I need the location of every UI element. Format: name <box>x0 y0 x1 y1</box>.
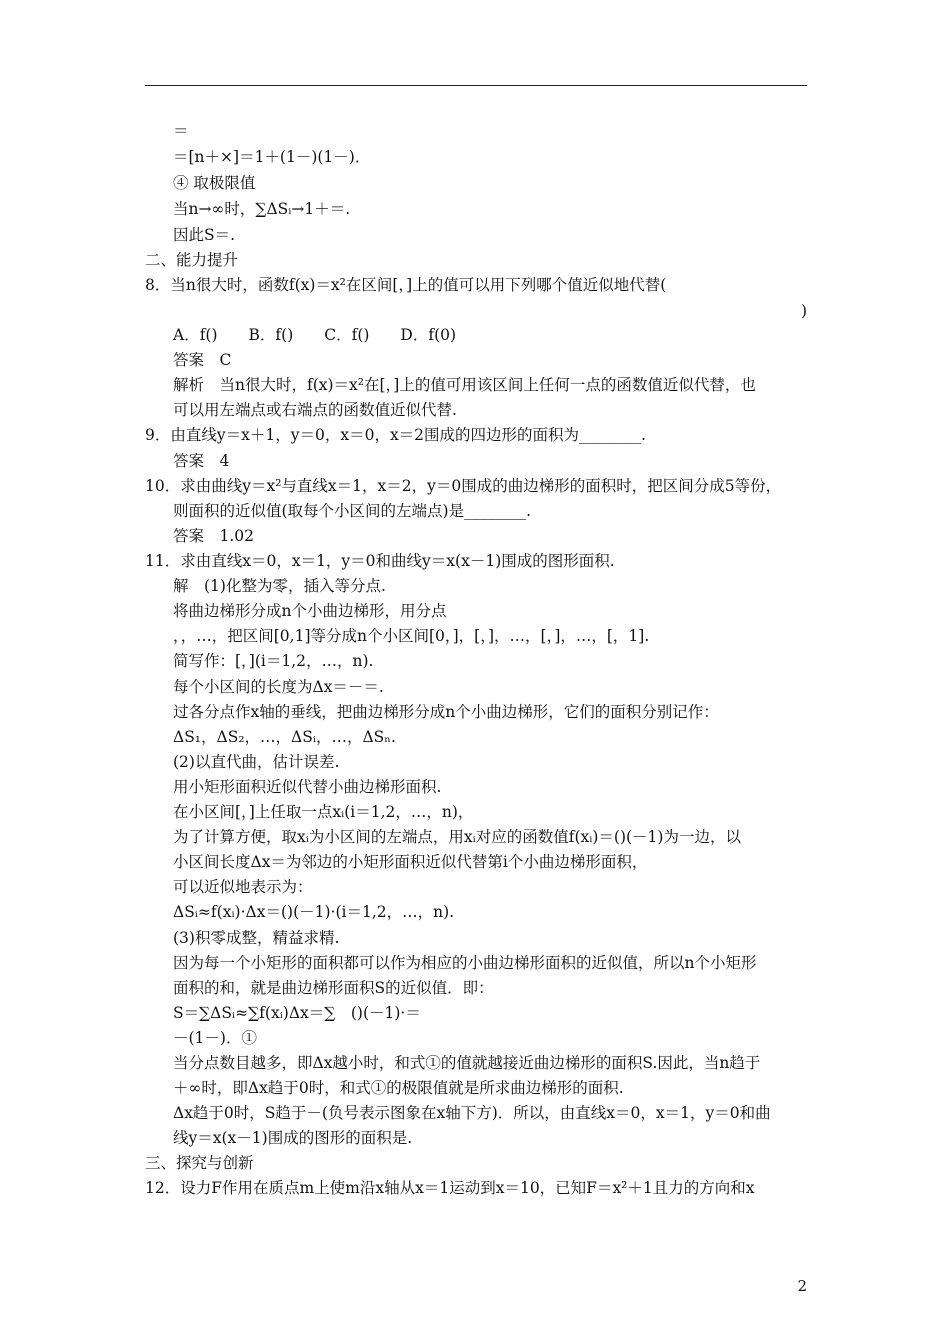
question-8-bracket: ) <box>800 302 807 320</box>
question-9: 9．由直线y＝x＋1，y＝0，x＝0，x＝2围成的四边形的面积为________. <box>145 426 646 444</box>
question-10: 则面积的近似值(取每个小区间的左端点)是________. <box>173 502 532 520</box>
page-number: 2 <box>797 1277 807 1295</box>
solution-line: ΔS₁，ΔS₂，…，ΔSᵢ，…，ΔSₙ. <box>173 728 396 746</box>
solution-line: S＝∑ΔSᵢ≈∑f(xᵢ)Δx＝∑ ()(－1)·＝ <box>173 1004 421 1022</box>
solution-line: (2)以直代曲，估计误差. <box>173 753 340 771</box>
analysis-8: 解析 当n很大时，f(x)＝x²在[，]上的值可用该区间上任何一点的函数值近似代替，也 <box>173 376 756 394</box>
answer-8: 答案 C <box>173 351 232 369</box>
question-8-options: A．f() B．f() C．f() D．f(0) <box>173 326 457 344</box>
text-line: ＝ <box>173 122 189 140</box>
solution-line: 为了计算方便，取xᵢ为小区间的左端点，用xᵢ对应的函数值f(xᵢ)＝()(－1)为一边，以 <box>173 828 741 846</box>
solution-line: 将曲边梯形分成n个小曲边梯形，用分点 <box>173 602 447 620</box>
solution-line: Δx趋于0时，S趋于－(负号表示图象在x轴下方)．所以，由直线x＝0，x＝1，y＝0和曲 <box>173 1104 771 1122</box>
solution-line: 可以近似地表示为： <box>173 878 313 896</box>
solution-line: (3)积零成整，精益求精. <box>173 929 340 947</box>
question-8: 8．当n很大时，函数f(x)＝x²在区间[，]上的值可以用下列哪个值近似地代替( <box>145 276 667 294</box>
text-line: 因此S＝. <box>173 226 236 244</box>
solution-line: ，，…，把区间[0,1]等分成n个小区间[0，]，[，]，…，[，]，…，[，1]. <box>173 627 650 645</box>
solution-line: ＋∞时，即Δx趋于0时，和式①的极限值就是所求曲边梯形的面积. <box>173 1079 624 1097</box>
text-line: ＝[n＋×]＝1＋(1－)(1－)． <box>173 148 371 166</box>
answer-9: 答案 4 <box>173 452 230 470</box>
question-11: 11．求由直线x＝0，x＝1，y＝0和曲线y＝x(x－1)围成的图形面积. <box>145 552 615 570</box>
analysis-8: 可以用左端点或右端点的函数值近似代替. <box>173 401 457 419</box>
solution-line: 线y＝x(x－1)围成的图形的面积是. <box>173 1129 413 1147</box>
section-heading: 二、能力提升 <box>145 251 239 269</box>
solution-line: 用小矩形面积近似代替小曲边梯形面积. <box>173 778 442 796</box>
question-12: 12．设力F作用在质点m上使m沿x轴从x＝1运动到x＝10，已知F＝x²＋1且力的方向和x <box>145 1179 755 1197</box>
text-line: 当n→∞时，∑ΔSᵢ→1＋＝. <box>173 200 351 218</box>
solution-line: 解 (1)化整为零，插入等分点. <box>173 577 386 595</box>
section-heading: 三、探究与创新 <box>145 1154 254 1172</box>
answer-10: 答案 1.02 <box>173 527 255 545</box>
solution-line: 当分点数目越多，即Δx越小时，和式①的值就越接近曲边梯形的面积S.因此，当n趋于 <box>173 1054 761 1072</box>
solution-line: 因为每一个小矩形的面积都可以作为相应的小曲边梯形面积的近似值，所以n个小矩形 <box>173 954 757 972</box>
solution-line: ΔSᵢ≈f(xᵢ)·Δx＝()(－1)·(i＝1,2，…，n). <box>173 903 455 921</box>
question-10: 10．求由曲线y＝x²与直线x＝1，x＝2，y＝0围成的曲边梯形的面积时，把区间分成5等份， <box>145 477 782 495</box>
solution-line: 简写作：[，](i＝1,2，…，n). <box>173 652 374 670</box>
text-line: ④ 取极限值 <box>173 174 256 192</box>
solution-line: －(1－)．① <box>173 1029 257 1047</box>
header-rule <box>145 85 807 86</box>
solution-line: 在小区间[，]上任取一点xᵢ(i＝1,2，…，n)， <box>173 803 474 821</box>
solution-line: 面积的和，就是曲边梯形面积S的近似值．即： <box>173 979 494 997</box>
solution-line: 过各分点作x轴的垂线，把曲边梯形分成n个小曲边梯形，它们的面积分别记作： <box>173 703 719 721</box>
solution-line: 小区间长度Δx＝为邻边的小矩形面积近似代替第i个小曲边梯形面积， <box>173 853 648 871</box>
solution-line: 每个小区间的长度为Δx＝－＝. <box>173 678 384 696</box>
